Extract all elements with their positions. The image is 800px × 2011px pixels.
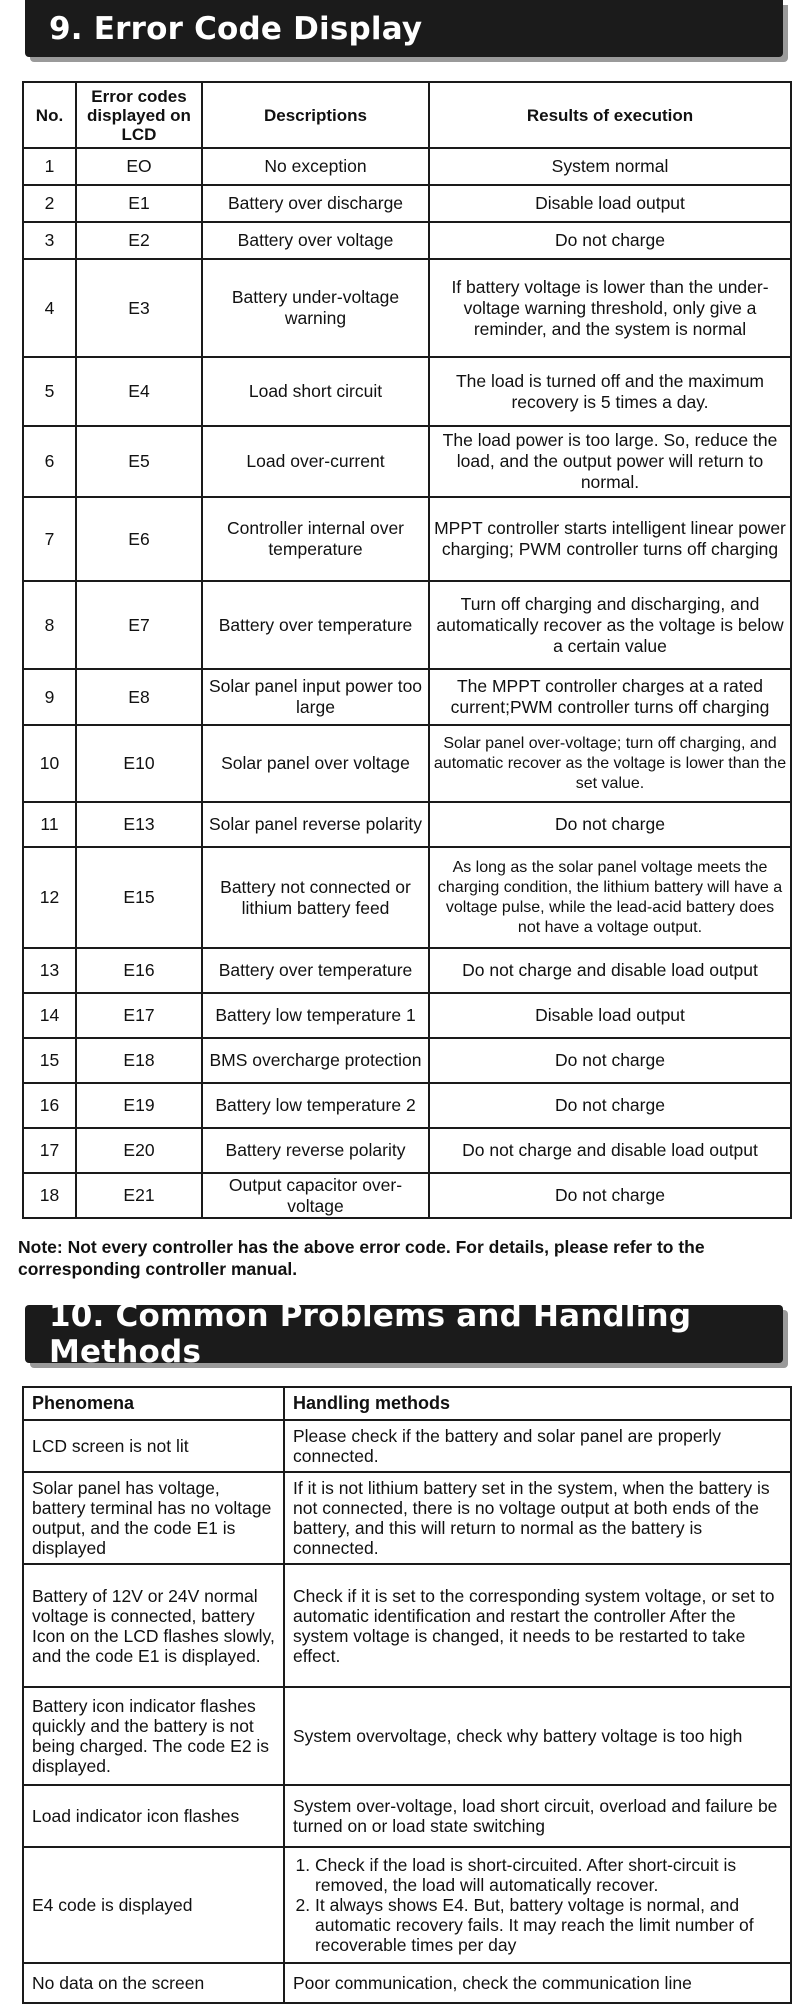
header-phenomena: Phenomena	[23, 1387, 284, 1420]
table-row	[23, 259, 791, 357]
phenomena-cell: No data on the screen	[23, 1963, 284, 2003]
handling-steps	[293, 1855, 784, 1955]
row-code: E6	[76, 497, 202, 581]
row-no: 8	[23, 581, 76, 669]
row-result: The load power is too large. So, reduce the load, and the output power will return to normal.	[429, 426, 791, 497]
handling-cell: Please check if the battery and solar panel are properly connected.	[284, 1420, 791, 1472]
row-result: Disable load output	[429, 185, 791, 222]
table-row	[23, 1785, 791, 1847]
table-row	[23, 222, 791, 259]
row-code: EO	[76, 148, 202, 185]
row-code: E20	[76, 1128, 202, 1173]
row-result: Do not charge	[429, 1038, 791, 1083]
row-result: Do not charge	[429, 222, 791, 259]
row-description: BMS overcharge protection	[202, 1038, 429, 1083]
row-description: Controller internal over temperature	[202, 497, 429, 581]
row-result: If battery voltage is lower than the under-voltage warning threshold, only give a reminder, and the system is normal	[429, 259, 791, 357]
table-row	[23, 725, 791, 802]
header-results: Results of execution	[429, 82, 791, 148]
row-result: Do not charge and disable load output	[429, 948, 791, 993]
row-no: 1	[23, 148, 76, 185]
row-no: 13	[23, 948, 76, 993]
row-description: Battery reverse polarity	[202, 1128, 429, 1173]
row-description: Battery over temperature	[202, 948, 429, 993]
row-description: Battery not connected or lithium battery feed	[202, 847, 429, 948]
section-10-title: 10. Common Problems and Handling Methods	[25, 1305, 783, 1363]
table-row	[23, 847, 791, 948]
table-row	[23, 1420, 791, 1472]
table-row	[23, 948, 791, 993]
handling-cell: Check if it is set to the corresponding system voltage, or set to automatic identification and restart the controller After the system voltage is changed, it needs to be restarted to take effect.	[284, 1564, 791, 1687]
row-description: Output capacitor over-voltage	[202, 1173, 429, 1218]
row-description: Solar panel over voltage	[202, 725, 429, 802]
row-description: Battery low temperature 2	[202, 1083, 429, 1128]
header-error-code: Error codes displayed on LCD	[76, 82, 202, 148]
table-row	[23, 357, 791, 426]
row-code: E8	[76, 669, 202, 725]
table-row	[23, 148, 791, 185]
row-description: Solar panel input power too large	[202, 669, 429, 725]
row-no: 15	[23, 1038, 76, 1083]
table-row	[23, 497, 791, 581]
handling-step: 1. Check if the load is short-circuited. After short-circuit is removed, the load will automatically recover.	[315, 1855, 784, 1895]
problems-table	[22, 1386, 792, 2004]
phenomena-cell: Load indicator icon flashes	[23, 1785, 284, 1847]
section-9-title: 9. Error Code Display	[25, 0, 783, 57]
row-result: Do not charge and disable load output	[429, 1128, 791, 1173]
header-no: No.	[23, 82, 76, 148]
row-code: E1	[76, 185, 202, 222]
row-no: 4	[23, 259, 76, 357]
row-result: Do not charge	[429, 1083, 791, 1128]
row-no: 18	[23, 1173, 76, 1218]
table-row	[23, 1847, 791, 1963]
table-row	[23, 426, 791, 497]
table-row	[23, 1173, 791, 1218]
row-description: Battery over discharge	[202, 185, 429, 222]
row-no: 10	[23, 725, 76, 802]
row-result: The load is turned off and the maximum recovery is 5 times a day.	[429, 357, 791, 426]
table-row	[23, 1963, 791, 2003]
row-result: The MPPT controller charges at a rated current;PWM controller turns off charging	[429, 669, 791, 725]
row-description: Battery under-voltage warning	[202, 259, 429, 357]
row-no: 16	[23, 1083, 76, 1128]
header-handling-methods: Handling methods	[284, 1387, 791, 1420]
handling-step: 2. It always shows E4. But, battery voltage is normal, and automatic recovery fails. It may reach the limit number of recoverable times per day	[315, 1895, 784, 1955]
row-description: Load over-current	[202, 426, 429, 497]
row-code: E7	[76, 581, 202, 669]
row-description: Battery low temperature 1	[202, 993, 429, 1038]
row-code: E16	[76, 948, 202, 993]
row-no: 17	[23, 1128, 76, 1173]
phenomena-cell: Battery of 12V or 24V normal voltage is connected, battery Icon on the LCD flashes slowly, and the code E1 is displayed.	[23, 1564, 284, 1687]
header-descriptions: Descriptions	[202, 82, 429, 148]
row-code: E4	[76, 357, 202, 426]
row-code: E13	[76, 802, 202, 847]
table-row	[23, 1564, 791, 1687]
table-row	[23, 1472, 791, 1564]
table-row	[23, 1038, 791, 1083]
row-result: Turn off charging and discharging, and automatically recover as the voltage is below a certain value	[429, 581, 791, 669]
row-code: E10	[76, 725, 202, 802]
table-row	[23, 581, 791, 669]
row-no: 6	[23, 426, 76, 497]
handling-cell: Poor communication, check the communication line	[284, 1963, 791, 2003]
table-row	[23, 1083, 791, 1128]
row-description: No exception	[202, 148, 429, 185]
row-no: 2	[23, 185, 76, 222]
row-code: E3	[76, 259, 202, 357]
table-row	[23, 669, 791, 725]
row-no: 3	[23, 222, 76, 259]
table-row	[23, 1687, 791, 1785]
row-code: E21	[76, 1173, 202, 1218]
row-no: 12	[23, 847, 76, 948]
row-no: 7	[23, 497, 76, 581]
phenomena-cell: Battery icon indicator flashes quickly and the battery is not being charged. The code E2 is displayed.	[23, 1687, 284, 1785]
handling-cell	[284, 1847, 791, 1963]
row-description: Solar panel reverse polarity	[202, 802, 429, 847]
row-result: Do not charge	[429, 802, 791, 847]
row-result: Solar panel over-voltage; turn off charging, and automatic recover as the voltage is lower than the set value.	[429, 725, 791, 802]
row-code: E19	[76, 1083, 202, 1128]
row-result: MPPT controller starts intelligent linear power charging; PWM controller turns off charging	[429, 497, 791, 581]
row-code: E15	[76, 847, 202, 948]
phenomena-cell: LCD screen is not lit	[23, 1420, 284, 1472]
row-description: Battery over temperature	[202, 581, 429, 669]
row-no: 9	[23, 669, 76, 725]
row-no: 11	[23, 802, 76, 847]
row-code: E2	[76, 222, 202, 259]
row-no: 5	[23, 357, 76, 426]
table-row	[23, 802, 791, 847]
table-row	[23, 1128, 791, 1173]
error-code-note: Note: Not every controller has the above error code. For details, please refer to the corresponding controller manual.	[18, 1237, 705, 1279]
row-result: Disable load output	[429, 993, 791, 1038]
row-result: Do not charge	[429, 1173, 791, 1218]
row-description: Battery over voltage	[202, 222, 429, 259]
error-code-table	[22, 81, 792, 1219]
table-row	[23, 185, 791, 222]
row-result: System normal	[429, 148, 791, 185]
row-code: E18	[76, 1038, 202, 1083]
phenomena-cell: Solar panel has voltage, battery terminal has no voltage output, and the code E1 is displayed	[23, 1472, 284, 1564]
phenomena-cell: E4 code is displayed	[23, 1847, 284, 1963]
table-row	[23, 993, 791, 1038]
handling-cell: System overvoltage, check why battery voltage is too high	[284, 1687, 791, 1785]
row-no: 14	[23, 993, 76, 1038]
row-code: E5	[76, 426, 202, 497]
row-result: As long as the solar panel voltage meets the charging condition, the lithium battery will have a voltage pulse, while the lead-acid battery does not have a voltage output.	[429, 847, 791, 948]
row-code: E17	[76, 993, 202, 1038]
handling-cell: If it is not lithium battery set in the system, when the battery is not connected, there is no voltage output at both ends of the battery, and this will return to normal as the battery is connected.	[284, 1472, 791, 1564]
row-description: Load short circuit	[202, 357, 429, 426]
handling-cell: System over-voltage, load short circuit, overload and failure be turned on or load state switching	[284, 1785, 791, 1847]
